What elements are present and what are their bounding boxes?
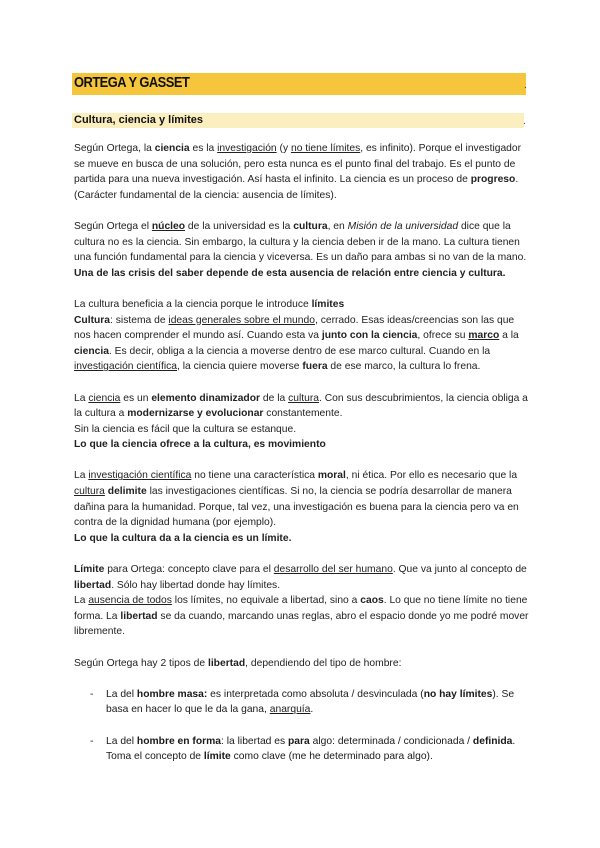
- paragraph-7: Según Ortega hay 2 tipos de libertad, dependiendo del tipo de hombre:: [74, 657, 402, 669]
- paragraph-4-line: Sin la ciencia es fácil que la cultura se estanque.: [74, 423, 297, 435]
- paragraph-6b: La ausencia de todos los límites, no equivale a libertad, sino a caos. Lo que no tiene límite no tiene forma. La libertad se da cuando, marcando unas reglas, abro el espacio donde yo me podré mover libremente.: [74, 595, 529, 638]
- paragraph-6: Límite para Ortega: concepto clave para el desarrollo del ser humano. Que va junto al concepto de libertad. Sólo hay libertad donde hay límites.: [74, 564, 527, 591]
- paragraph-3-intro: La cultura beneficia a la ciencia porque le introduce límites: [74, 298, 345, 310]
- paragraph-3: Cultura: sistema de ideas generales sobre el mundo, cerrado. Esas ideas/creencias son las que nos hacen comprender el mundo así. Cuando esta va junto con la ciencia, ofrece su marco a la ciencia. Es decir, obliga a la ciencia a moverse dentro de ese marco cultural. Cuando en la investigación científica, la ciencia quiere moverse fuera de ese marco, la cultura lo frena.: [74, 314, 519, 373]
- list-item-hombre-en-forma: - La del hombre en forma: la libertad es para algo: determinada / condicionada / definida. Toma el concepto de límite como clave (me he determinado para algo).: [90, 735, 516, 763]
- paragraph-2: Según Ortega el núcleo de la universidad es la cultura, en Misión de la universidad dice que la cultura no es la ciencia. Sin embargo, la cultura y la ciencia deben ir de la mano. La cultura tienen una función fundamental para la ciencia y viceversa. Es un daño para ambas si no van de la mano. Una de las crisis del saber depende de esta ausencia de relación entre ciencia y cultura.: [74, 220, 527, 279]
- paragraph-4-conclusion: Lo que la ciencia ofrece a la cultura, es movimiento: [74, 439, 326, 451]
- section-subtitle: Cultura, ciencia y límites: [74, 114, 203, 126]
- paragraph-4: La ciencia es un elemento dinamizador de la cultura. Con sus descubrimientos, la ciencia obliga a la cultura a modernizarse y evolucionar constantemente.: [74, 392, 528, 420]
- list-item-hombre-masa: - La del hombre masa: es interpretada como absoluta / desvinculada (no hay límites). Se basa en hacer lo que le da la gana, anarquía.: [90, 688, 515, 716]
- paragraph-5-conclusion: Lo que la cultura da a la ciencia es un límite.: [74, 532, 292, 544]
- document-body: [74, 141, 530, 765]
- paragraph-1: Según Ortega, la ciencia es la investigación (y no tiene límites, es infinito). Porque el investigador se mueve en busca de una solución, pero esta nunca es el punto final del trabajo. Es el punto de partida para una nueva investigación. Así hasta el infinito. La ciencia es un proceso de progreso.: [74, 143, 522, 186]
- paragraph-5: La investigación científica no tiene una característica moral, ni ética. Por ello es necesario que la cultura delimite las investigaciones científicas. Si no, la ciencia se podría desarrollar de manera dañina para la humanidad. Porque, tal vez, una investigación es buena para la ciencia pero va en contra de la dignidad humana (por ejemplo).: [74, 470, 519, 529]
- title-dot: .: [524, 80, 527, 91]
- subtitle-dot: .: [523, 116, 526, 127]
- page-title: ORTEGA Y GASSET: [74, 74, 190, 91]
- paragraph-1-note: (Carácter fundamental de la ciencia: ausencia de límites).: [74, 189, 337, 201]
